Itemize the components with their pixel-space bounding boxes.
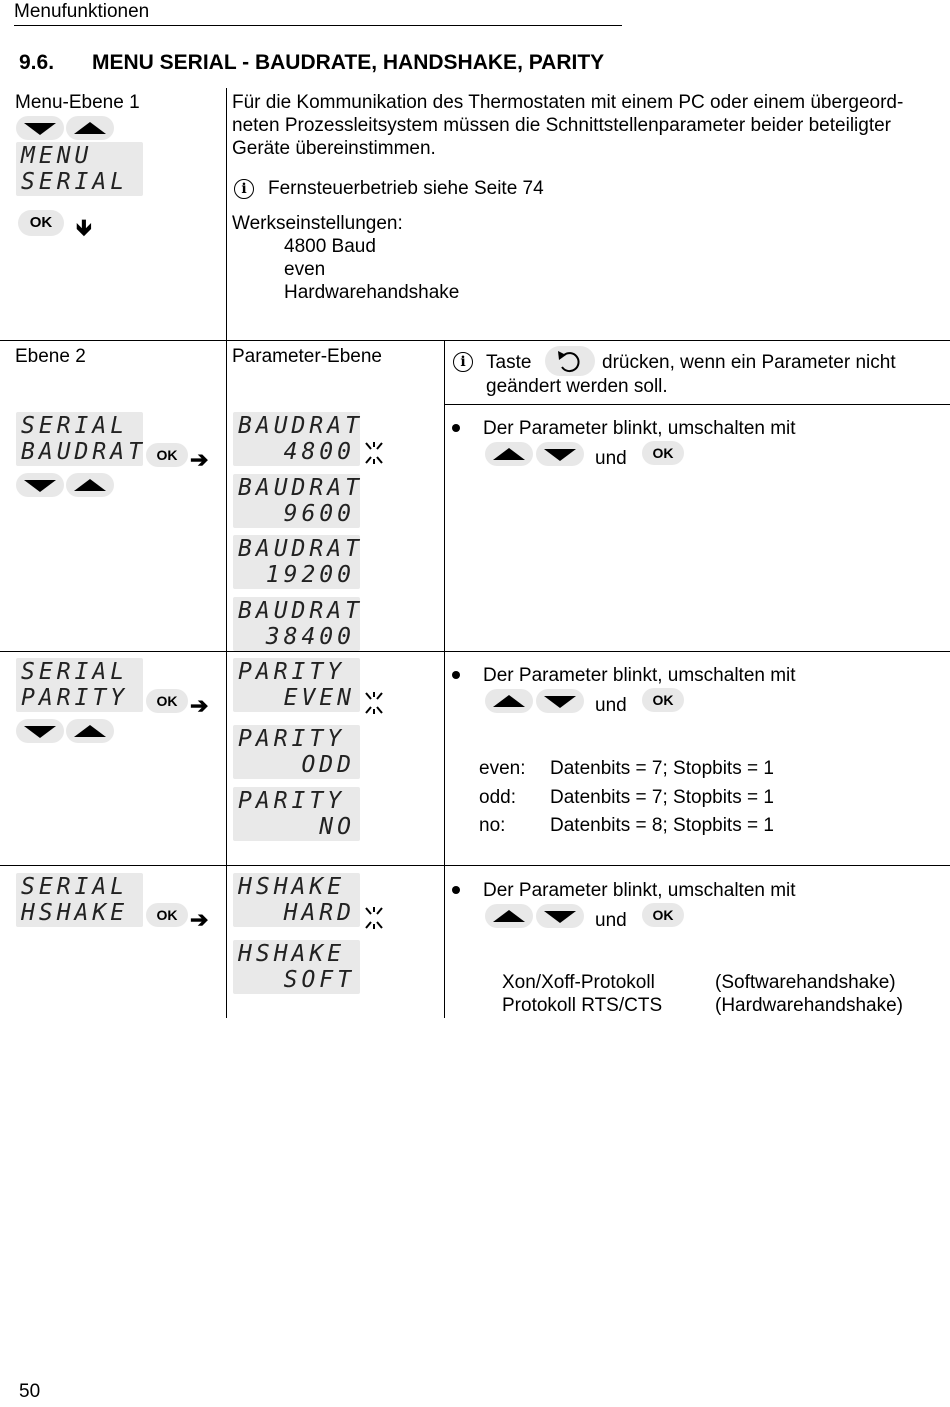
protocol-software: (Softwarehandshake)	[715, 972, 896, 993]
up-key[interactable]	[66, 116, 114, 140]
parity-key-even: even:	[479, 758, 526, 779]
escape-key[interactable]	[545, 346, 595, 376]
und-text: und	[595, 910, 627, 931]
ok-button[interactable]: OK	[146, 689, 188, 713]
arrow-down-icon: 🡻	[76, 215, 92, 240]
ok-button[interactable]: OK	[18, 210, 64, 236]
ok-button[interactable]: OK	[642, 688, 684, 712]
lcd-line-1: BAUDRAT	[238, 536, 363, 562]
note-suffix: drücken, wenn ein Parameter nicht	[602, 352, 896, 373]
down-key[interactable]	[16, 719, 64, 743]
lcd-line-2: 9600	[283, 501, 355, 527]
triangle-up-icon	[485, 689, 533, 713]
triangle-down-icon	[536, 689, 584, 713]
lcd-line-1: BAUDRAT	[238, 413, 363, 439]
protocol-hardware: (Hardwarehandshake)	[715, 995, 903, 1016]
param-lcd-odd	[233, 725, 360, 779]
lcd-line-2: ODD	[301, 752, 355, 778]
und-text: und	[595, 695, 627, 716]
menu-lcd-display	[16, 142, 143, 196]
bullet-text: Der Parameter blinkt, umschalten mit	[483, 880, 796, 901]
param-lcd-soft	[233, 940, 360, 994]
param-lcd-no	[233, 787, 360, 841]
arrow-right-icon: ➔	[190, 447, 209, 472]
lcd-line-1: SERIAL	[21, 413, 129, 439]
lcd-line-1: PARITY	[238, 726, 346, 752]
up-key[interactable]	[485, 442, 533, 466]
bullet-icon	[452, 424, 460, 432]
triangle-up-icon	[66, 719, 114, 743]
divider-header-row	[444, 404, 950, 405]
ok-button[interactable]: OK	[146, 443, 188, 467]
section-number: 9.6.	[19, 51, 55, 74]
down-key[interactable]	[536, 442, 584, 466]
param-lcd-hard	[233, 873, 360, 927]
up-key[interactable]	[485, 904, 533, 928]
triangle-down-icon	[536, 904, 584, 928]
lcd-line-2: NO	[319, 814, 355, 840]
up-key[interactable]	[485, 689, 533, 713]
note-prefix: Taste	[486, 352, 532, 373]
serial-parity-lcd	[16, 658, 143, 712]
bullet-text: Der Parameter blinkt, umschalten mit	[483, 665, 796, 686]
factory-value-baud: 4800 Baud	[284, 236, 376, 257]
lcd-line-2: PARITY	[21, 685, 129, 711]
parity-value-odd: Datenbits = 7; Stopbits = 1	[550, 787, 774, 808]
down-key[interactable]	[16, 473, 64, 497]
divider-col2	[444, 340, 445, 1018]
lcd-line-2: 19200	[265, 562, 355, 588]
triangle-down-icon	[536, 442, 584, 466]
undo-icon	[545, 346, 595, 376]
divider-row1	[0, 651, 950, 652]
lcd-line-1: SERIAL	[21, 874, 129, 900]
ok-button[interactable]: OK	[146, 903, 188, 927]
param-lcd-9600	[233, 474, 363, 528]
blink-icon	[362, 905, 386, 931]
blink-icon	[362, 690, 386, 716]
lcd-line-1: HSHAKE	[238, 941, 346, 967]
param-lcd-even	[233, 658, 360, 712]
lcd-line-2: EVEN	[283, 685, 355, 711]
ok-button[interactable]: OK	[642, 903, 684, 927]
up-key[interactable]	[66, 473, 114, 497]
lcd-line-2: HSHAKE	[21, 900, 129, 926]
divider-level2	[0, 340, 950, 341]
divider-row2	[0, 865, 950, 866]
intro-line-1: Für die Kommunikation des Thermostaten mit einem PC oder einem übergeord-	[232, 92, 904, 113]
parity-key-odd: odd:	[479, 787, 516, 808]
lcd-line-2: SOFT	[283, 967, 355, 993]
factory-value-handshake: Hardwarehandshake	[284, 282, 460, 303]
info-icon: i	[453, 352, 473, 372]
remote-note: Fernsteuerbetrieb siehe Seite 74	[268, 178, 544, 199]
blink-icon	[362, 440, 386, 466]
triangle-up-icon	[66, 116, 114, 140]
lcd-line-1: HSHAKE	[238, 874, 346, 900]
param-lcd-38400	[233, 597, 363, 651]
page-number: 50	[19, 1381, 41, 1402]
lcd-line-1: BAUDRAT	[238, 598, 363, 624]
parameter-level-label: Parameter-Ebene	[232, 346, 382, 367]
down-key[interactable]	[16, 116, 64, 140]
up-key[interactable]	[66, 719, 114, 743]
page-title: MENU SERIAL - BAUDRATE, HANDSHAKE, PARITY	[92, 51, 605, 74]
parity-value-no: Datenbits = 8; Stopbits = 1	[550, 815, 774, 836]
param-lcd-4800	[233, 412, 363, 466]
note-line-2: geändert werden soll.	[486, 376, 668, 397]
intro-line-2: neten Prozessleitsystem müssen die Schnittstellenparameter beider beteiligter	[232, 115, 891, 136]
und-text: und	[595, 448, 627, 469]
triangle-down-icon	[16, 719, 64, 743]
factory-value-parity: even	[284, 259, 326, 280]
header-rule	[14, 25, 622, 26]
level2-label: Ebene 2	[15, 346, 86, 367]
protocol-xon-xoff: Xon/Xoff-Protokoll	[502, 972, 655, 993]
lcd-line-2: HARD	[283, 900, 355, 926]
lcd-line-2: 38400	[265, 624, 355, 650]
lcd-line-2: BAUDRAT	[21, 439, 146, 465]
lcd-line-1: PARITY	[238, 788, 346, 814]
ok-button[interactable]: OK	[642, 441, 684, 465]
menu-level1-label: Menu-Ebene 1	[15, 92, 140, 113]
divider-col1	[226, 88, 227, 1018]
section-header: Menufunktionen	[14, 1, 150, 22]
bullet-icon	[452, 886, 460, 894]
bullet-icon	[452, 671, 460, 679]
lcd-line-1: MENU	[21, 143, 93, 169]
param-lcd-19200	[233, 535, 363, 589]
lcd-line-1: BAUDRAT	[238, 475, 363, 501]
triangle-up-icon	[485, 904, 533, 928]
triangle-up-icon	[66, 473, 114, 497]
lcd-line-2: SERIAL	[21, 169, 129, 195]
arrow-right-icon: ➔	[190, 907, 209, 932]
factory-label: Werkseinstellungen:	[232, 213, 403, 234]
down-key[interactable]	[536, 689, 584, 713]
parity-value-even: Datenbits = 7; Stopbits = 1	[550, 758, 774, 779]
lcd-line-1: PARITY	[238, 659, 346, 685]
arrow-right-icon: ➔	[190, 693, 209, 718]
triangle-up-icon	[485, 442, 533, 466]
lcd-line-2: 4800	[283, 439, 355, 465]
intro-line-3: Geräte übereinstimmen.	[232, 138, 436, 159]
triangle-down-icon	[16, 473, 64, 497]
triangle-down-icon	[16, 116, 64, 140]
down-key[interactable]	[536, 904, 584, 928]
bullet-text: Der Parameter blinkt, umschalten mit	[483, 418, 796, 439]
lcd-line-1: SERIAL	[21, 659, 129, 685]
serial-baudrat-lcd	[16, 412, 146, 466]
protocol-rts-cts: Protokoll RTS/CTS	[502, 995, 663, 1016]
parity-key-no: no:	[479, 815, 506, 836]
serial-hshake-lcd	[16, 873, 143, 927]
info-icon: i	[234, 179, 254, 199]
